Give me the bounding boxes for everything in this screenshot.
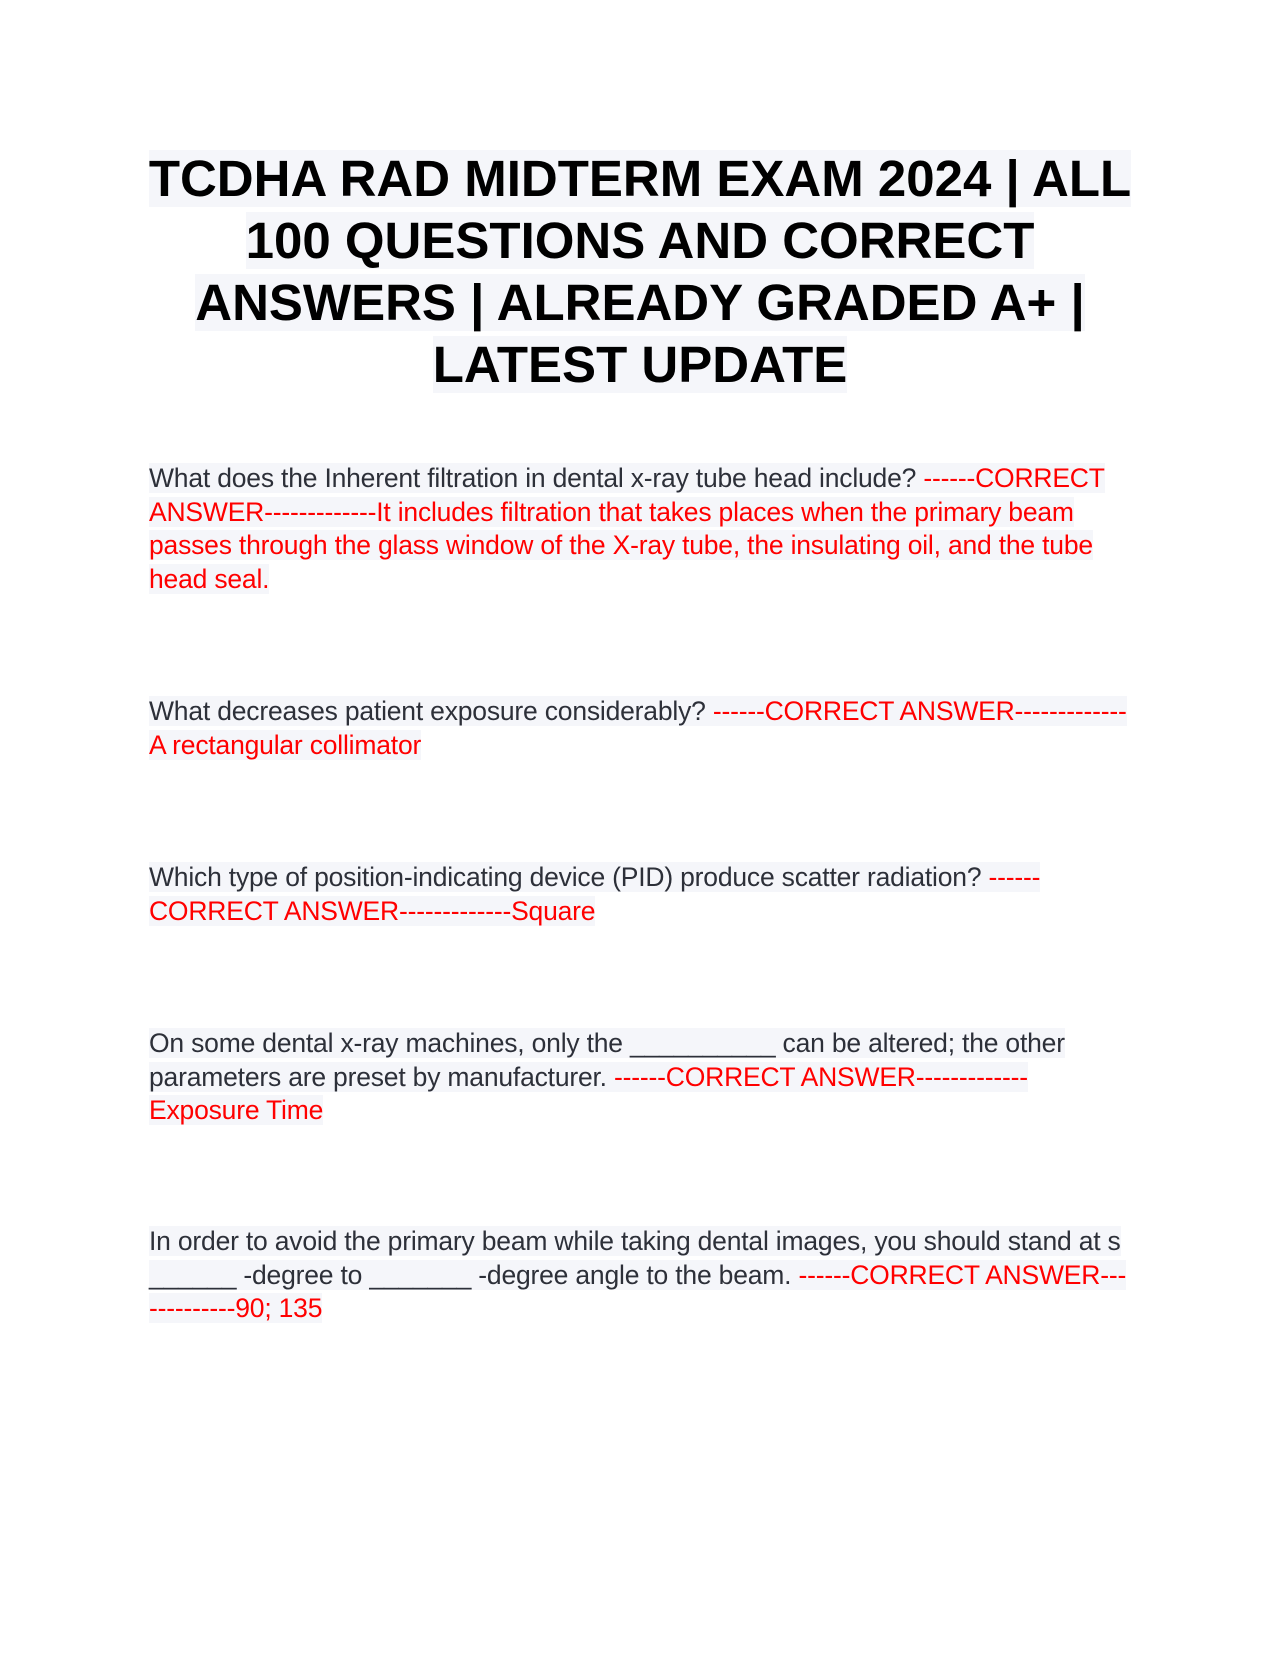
question-text: In order to avoid the primary beam while taking dental images, you should stand at s ______ -degree to _______ -degree angle to the beam. xyxy=(149,1226,1121,1290)
question-text: What decreases patient exposure considerably? xyxy=(149,696,706,726)
question-text: Which type of position-indicating device (PID) produce scatter radiation? xyxy=(149,862,982,892)
document-title xyxy=(140,148,1140,396)
question-block xyxy=(149,462,1134,596)
answer-text: ------CORRECT ANSWER-------------Exposure Time xyxy=(149,1061,1028,1125)
question-block xyxy=(149,695,1134,762)
answer-text: ------CORRECT ANSWER-------------Square xyxy=(149,862,1041,926)
document-title-text: TCDHA RAD MIDTERM EXAM 2024 | ALL 100 QUESTIONS AND CORRECT ANSWERS | ALREADY GRADED A+ | LATEST UPDATE xyxy=(148,150,1132,393)
question-text: What does the Inherent filtration in dental x-ray tube head include? xyxy=(149,463,917,493)
question-block xyxy=(149,1225,1134,1326)
question-block xyxy=(149,861,1134,928)
question-block xyxy=(149,1027,1134,1128)
answer-text: ------CORRECT ANSWER-------------It includes filtration that takes places when the primary beam passes through the glass window of the X-ray tube, the insulating oil, and the tube head seal. xyxy=(149,463,1105,594)
answer-text: ------CORRECT ANSWER-------------A rectangular collimator xyxy=(149,696,1127,760)
question-text: On some dental x-ray machines, only the __________ can be altered; the other parameters are preset by manufacturer. xyxy=(149,1028,1065,1092)
answer-text: ------CORRECT ANSWER-------------90; 135 xyxy=(149,1259,1127,1323)
